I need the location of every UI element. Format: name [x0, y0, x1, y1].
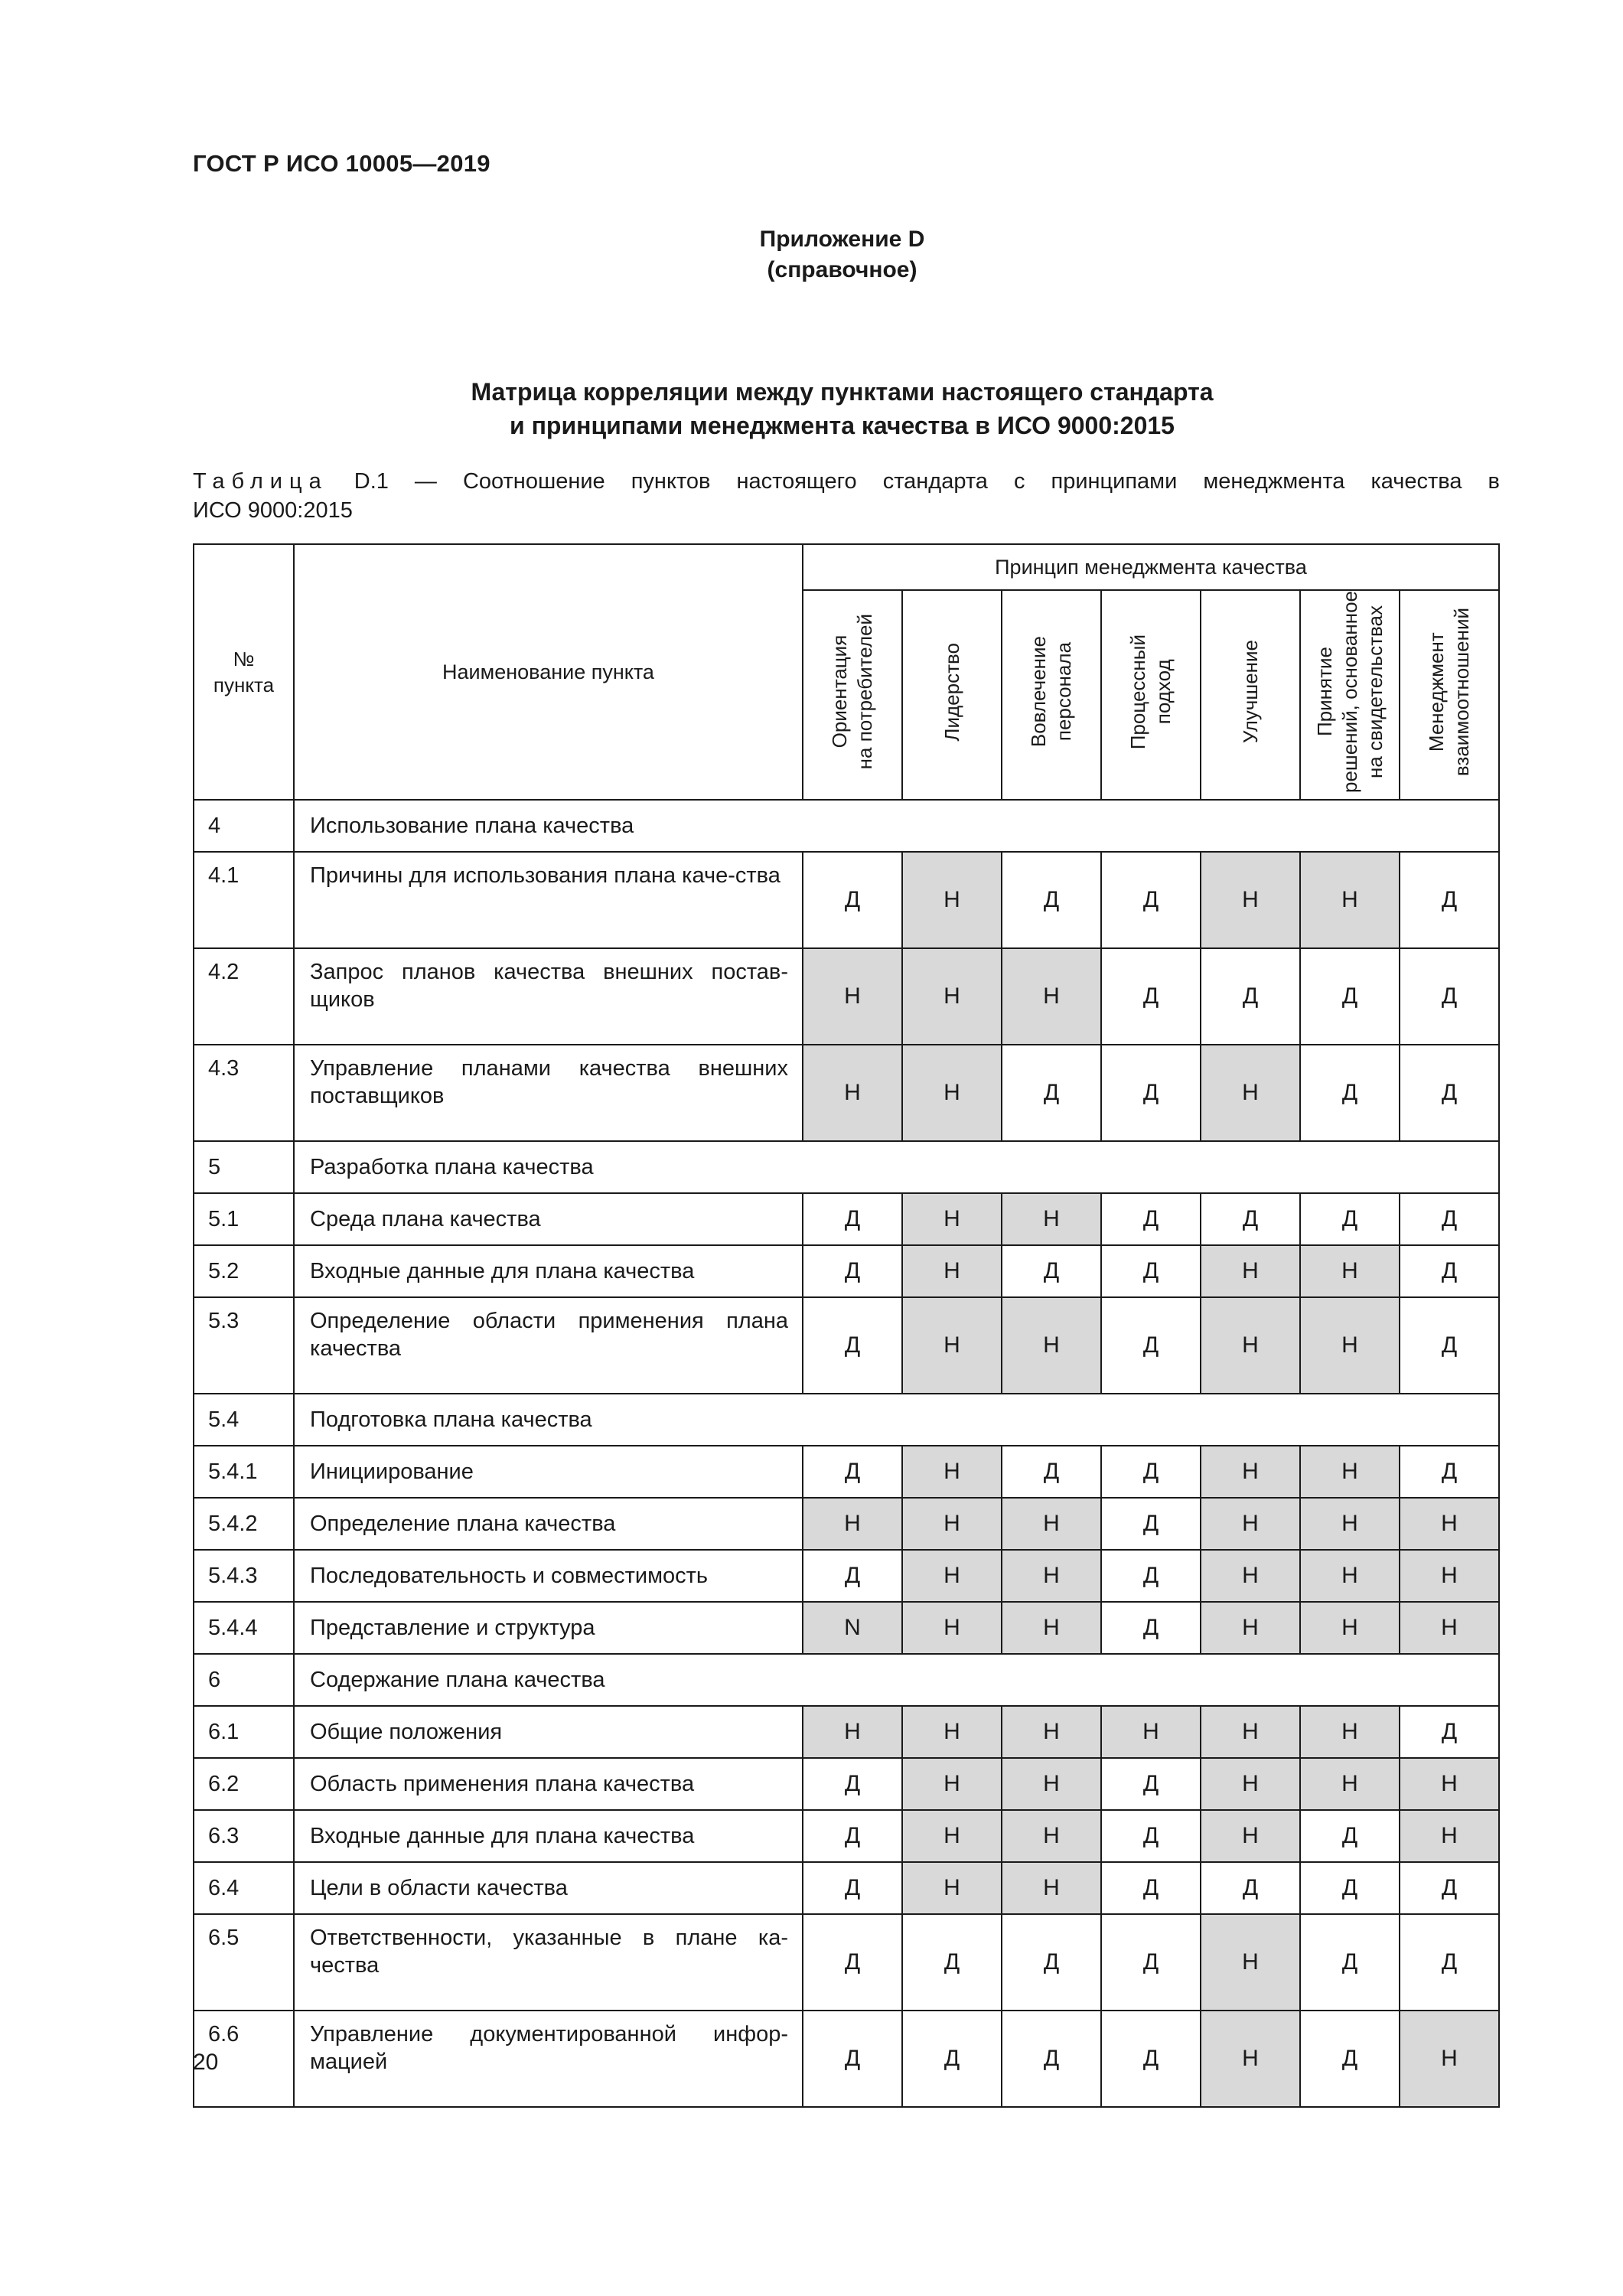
correlation-cell: Д	[1201, 948, 1300, 1045]
clause-name: Причины для использования плана каче-ства	[294, 852, 803, 948]
correlation-cell: Н	[1201, 1758, 1300, 1810]
correlation-cell: Н	[1300, 1498, 1400, 1550]
correlation-cell: Д	[1300, 2011, 1400, 2107]
correlation-cell: Н	[1400, 1498, 1499, 1550]
correlation-cell: Д	[1101, 1446, 1201, 1498]
annex-title: Приложение D	[759, 227, 925, 252]
clause-name: Использование плана качества	[294, 800, 1499, 852]
correlation-cell: Д	[1400, 1446, 1499, 1498]
correlation-cell: Н	[1300, 1245, 1400, 1297]
correlation-cell: Д	[1300, 1810, 1400, 1862]
correlation-cell: Д	[1201, 1862, 1300, 1914]
table-row	[194, 1297, 1499, 1394]
clause-number: 5.4.3	[194, 1550, 294, 1602]
column-header-number	[194, 544, 294, 800]
correlation-cell: Н	[902, 1706, 1002, 1758]
caption-word: Соотношение	[462, 469, 605, 494]
clause-number: 6.3	[194, 1810, 294, 1862]
correlation-cell: Н	[1201, 1297, 1300, 1394]
clause-name: Инициирование	[294, 1446, 803, 1498]
principle-header-process-approach: Процессный подход	[1101, 590, 1201, 800]
correlation-cell: Н	[902, 1446, 1002, 1498]
caption-word: стандарта	[882, 469, 988, 494]
correlation-cell: Д	[1101, 1862, 1201, 1914]
section-row	[194, 800, 1499, 852]
clause-name: Общие положения	[294, 1706, 803, 1758]
matrix-title-line1: Матрица корреляции между пунктами настоящего стандарта	[471, 378, 1214, 406]
correlation-cell: Н	[1002, 1550, 1101, 1602]
correlation-cell: Н	[902, 1245, 1002, 1297]
clause-name: Определение области применения плана качества	[294, 1297, 803, 1394]
correlation-cell: Д	[803, 1550, 902, 1602]
caption-label: Таблица	[193, 469, 328, 494]
correlation-cell: Д	[1101, 1245, 1201, 1297]
clause-number: 5	[194, 1141, 294, 1193]
correlation-cell: Н	[1002, 1297, 1101, 1394]
clause-number: 5.4	[194, 1394, 294, 1446]
correlation-cell: Н	[1201, 1810, 1300, 1862]
correlation-cell: Н	[803, 948, 902, 1045]
clause-number: 6.5	[194, 1914, 294, 2011]
table-row	[194, 1914, 1499, 2011]
correlation-cell: Д	[1400, 1193, 1499, 1245]
table-row	[194, 1862, 1499, 1914]
caption-word: в	[1488, 469, 1500, 494]
correlation-cell: Н	[1300, 1602, 1400, 1654]
correlation-cell: Д	[1400, 1862, 1499, 1914]
clause-name: Входные данные для плана качества	[294, 1810, 803, 1862]
table-row	[194, 1245, 1499, 1297]
clause-name: Разработка плана качества	[294, 1141, 1499, 1193]
correlation-cell: Н	[902, 1810, 1002, 1862]
correlation-cell: Н	[1400, 1602, 1499, 1654]
correlation-cell: Н	[1201, 2011, 1300, 2107]
clause-name: Запрос планов качества внешних постав-щиков	[294, 948, 803, 1045]
correlation-cell: Н	[902, 1193, 1002, 1245]
matrix-title	[0, 375, 1623, 442]
correlation-cell: Д	[803, 1758, 902, 1810]
correlation-cell: Д	[803, 1862, 902, 1914]
correlation-matrix-table	[193, 543, 1500, 2108]
correlation-cell: Н	[1201, 1706, 1300, 1758]
correlation-cell: Д	[1400, 1914, 1499, 2011]
caption-word: D.1	[354, 469, 389, 494]
correlation-cell: Д	[1002, 852, 1101, 948]
clause-number: 6.2	[194, 1758, 294, 1810]
correlation-cell: Д	[1101, 948, 1201, 1045]
correlation-cell: Н	[803, 1045, 902, 1141]
clause-name: Содержание плана качества	[294, 1654, 1499, 1706]
table-row	[194, 1758, 1499, 1810]
clause-number: 6.6	[194, 2011, 294, 2107]
table-row	[194, 1045, 1499, 1141]
clause-name: Подготовка плана качества	[294, 1394, 1499, 1446]
correlation-cell: Д	[902, 1914, 1002, 2011]
correlation-cell: Н	[902, 1297, 1002, 1394]
clause-number: 6	[194, 1654, 294, 1706]
matrix-title-line2: и принципами менеджмента качества в ИСО 9000:2015	[510, 412, 1175, 439]
correlation-cell: Н	[902, 1602, 1002, 1654]
correlation-cell: Н	[1300, 852, 1400, 948]
correlation-cell: Д	[803, 1446, 902, 1498]
correlation-cell: Д	[1002, 1045, 1101, 1141]
column-header-number-symbol: №	[233, 647, 255, 670]
correlation-cell: Д	[803, 1914, 902, 2011]
correlation-cell: Д	[1101, 1498, 1201, 1550]
correlation-cell: Н	[1300, 1706, 1400, 1758]
correlation-cell: Н	[1300, 1446, 1400, 1498]
correlation-cell: Н	[1201, 1550, 1300, 1602]
correlation-cell: Д	[1300, 1045, 1400, 1141]
correlation-cell: Д	[1101, 1602, 1201, 1654]
clause-name: Входные данные для плана качества	[294, 1245, 803, 1297]
correlation-cell: Д	[902, 2011, 1002, 2107]
correlation-cell: Д	[1002, 1446, 1101, 1498]
correlation-cell: Н	[1002, 1193, 1101, 1245]
clause-number: 4.2	[194, 948, 294, 1045]
clause-number: 6.1	[194, 1706, 294, 1758]
correlation-cell: Д	[1002, 1914, 1101, 2011]
correlation-cell: Н	[902, 1862, 1002, 1914]
clause-number: 5.4.2	[194, 1498, 294, 1550]
clause-name: Управление документированной инфор-мацией	[294, 2011, 803, 2107]
clause-number: 5.3	[194, 1297, 294, 1394]
table-caption	[193, 467, 1500, 525]
correlation-cell: Д	[1101, 1193, 1201, 1245]
correlation-cell: Д	[1002, 2011, 1101, 2107]
section-row	[194, 1654, 1499, 1706]
correlation-cell: Н	[1400, 1810, 1499, 1862]
correlation-cell: Д	[1101, 1045, 1201, 1141]
clause-number: 6.4	[194, 1862, 294, 1914]
principle-header-improvement: Улучшение	[1201, 590, 1300, 800]
column-header-name: Наименование пункта	[294, 544, 803, 800]
correlation-cell: Н	[1002, 948, 1101, 1045]
correlation-cell: Д	[1300, 1862, 1400, 1914]
correlation-cell: Д	[1101, 1810, 1201, 1862]
table-row	[194, 1193, 1499, 1245]
correlation-cell: Н	[803, 1498, 902, 1550]
correlation-cell: Н	[902, 1498, 1002, 1550]
table-row	[194, 1498, 1499, 1550]
clause-name: Область применения плана качества	[294, 1758, 803, 1810]
correlation-cell: Н	[1400, 2011, 1499, 2107]
clause-name: Среда плана качества	[294, 1193, 803, 1245]
correlation-cell: Д	[1400, 1045, 1499, 1141]
correlation-cell: Д	[1400, 1706, 1499, 1758]
correlation-cell: Н	[1400, 1758, 1499, 1810]
clause-name: Последовательность и совместимость	[294, 1550, 803, 1602]
caption-word: качества	[1370, 469, 1462, 494]
correlation-cell: Н	[1300, 1758, 1400, 1810]
section-row	[194, 1141, 1499, 1193]
principle-header-engagement: Вовлечение персонала	[1002, 590, 1101, 800]
clause-number: 5.4.4	[194, 1602, 294, 1654]
column-header-principles: Принцип менеджмента качества	[803, 544, 1499, 590]
correlation-cell: Д	[803, 1810, 902, 1862]
correlation-cell: Д	[1101, 2011, 1201, 2107]
correlation-cell: Н	[1101, 1706, 1201, 1758]
clause-number: 5.2	[194, 1245, 294, 1297]
clause-name: Представление и структура	[294, 1602, 803, 1654]
caption-word: принципами	[1051, 469, 1178, 494]
correlation-cell: Д	[1400, 852, 1499, 948]
table-row	[194, 948, 1499, 1045]
clause-name: Определение плана качества	[294, 1498, 803, 1550]
clause-number: 4.3	[194, 1045, 294, 1141]
correlation-cell: Н	[1300, 1297, 1400, 1394]
correlation-cell: Д	[1101, 1758, 1201, 1810]
correlation-cell: Н	[1400, 1550, 1499, 1602]
correlation-cell: Н	[1201, 1914, 1300, 2011]
caption-word: пунктов	[631, 469, 711, 494]
clause-number: 5.1	[194, 1193, 294, 1245]
correlation-cell: Д	[1002, 1245, 1101, 1297]
clause-name: Цели в области качества	[294, 1862, 803, 1914]
correlation-cell: Н	[1002, 1810, 1101, 1862]
correlation-cell: Д	[803, 1245, 902, 1297]
table-row	[194, 1550, 1499, 1602]
correlation-cell: Д	[1101, 1297, 1201, 1394]
correlation-cell: Н	[902, 948, 1002, 1045]
table-row	[194, 1810, 1499, 1862]
annex-type: (справочное)	[767, 257, 917, 282]
correlation-cell: Н	[902, 852, 1002, 948]
table-row	[194, 1602, 1499, 1654]
correlation-cell: Д	[803, 1193, 902, 1245]
correlation-cell: Д	[1101, 1550, 1201, 1602]
correlation-cell: Д	[1101, 852, 1201, 948]
correlation-cell: Н	[902, 1758, 1002, 1810]
document-header: ГОСТ Р ИСО 10005—2019	[193, 150, 490, 177]
correlation-cell: Н	[803, 1706, 902, 1758]
correlation-cell: Д	[1300, 1914, 1400, 2011]
correlation-cell: Н	[1201, 1602, 1300, 1654]
caption-word: с	[1013, 469, 1025, 494]
correlation-cell: Н	[1201, 1045, 1300, 1141]
table-row	[194, 1706, 1499, 1758]
correlation-cell: Н	[1201, 1245, 1300, 1297]
annex-heading	[0, 224, 1623, 285]
clause-name: Управление планами качества внешних поставщиков	[294, 1045, 803, 1141]
correlation-cell: Н	[1201, 1498, 1300, 1550]
correlation-cell: Н	[1002, 1602, 1101, 1654]
table-row	[194, 852, 1499, 948]
principle-header-relationship: Менеджмент взаимоотношений	[1400, 590, 1499, 800]
correlation-cell: Д	[1201, 1193, 1300, 1245]
principle-header-evidence-based: Принятие решений, основанное на свидетельствах	[1300, 590, 1400, 800]
correlation-cell: Н	[1002, 1758, 1101, 1810]
correlation-cell: Д	[803, 852, 902, 948]
clause-number: 5.4.1	[194, 1446, 294, 1498]
correlation-cell: Н	[1201, 1446, 1300, 1498]
correlation-cell: Н	[902, 1045, 1002, 1141]
principle-header-customer-focus: Ориентация на потребителей	[803, 590, 902, 800]
correlation-cell: Д	[803, 1297, 902, 1394]
clause-number: 4	[194, 800, 294, 852]
correlation-cell: Д	[1300, 948, 1400, 1045]
caption-line2: ИСО 9000:2015	[193, 498, 353, 523]
correlation-cell: Д	[803, 2011, 902, 2107]
clause-name: Ответственности, указанные в плане ка-чества	[294, 1914, 803, 2011]
matrix-body	[194, 800, 1499, 2107]
correlation-cell: Н	[1002, 1862, 1101, 1914]
correlation-cell: N	[803, 1602, 902, 1654]
clause-number: 4.1	[194, 852, 294, 948]
correlation-cell: Д	[1400, 1297, 1499, 1394]
caption-word: настоящего	[736, 469, 857, 494]
column-header-number-label: пункта	[213, 673, 275, 696]
correlation-cell: Д	[1300, 1193, 1400, 1245]
section-row	[194, 1394, 1499, 1446]
correlation-cell: Д	[1400, 1245, 1499, 1297]
table-row	[194, 2011, 1499, 2107]
table-row	[194, 1446, 1499, 1498]
principle-header-leadership: Лидерство	[902, 590, 1002, 800]
correlation-cell: Н	[1002, 1706, 1101, 1758]
caption-word: —	[414, 469, 437, 494]
correlation-cell: Н	[1002, 1498, 1101, 1550]
page-number: 20	[193, 2050, 219, 2075]
correlation-cell: Д	[1101, 1914, 1201, 2011]
correlation-cell: Н	[1201, 852, 1300, 948]
correlation-cell: Д	[1400, 948, 1499, 1045]
caption-word: менеджмента	[1203, 469, 1345, 494]
correlation-cell: Н	[902, 1550, 1002, 1602]
correlation-cell: Н	[1300, 1550, 1400, 1602]
